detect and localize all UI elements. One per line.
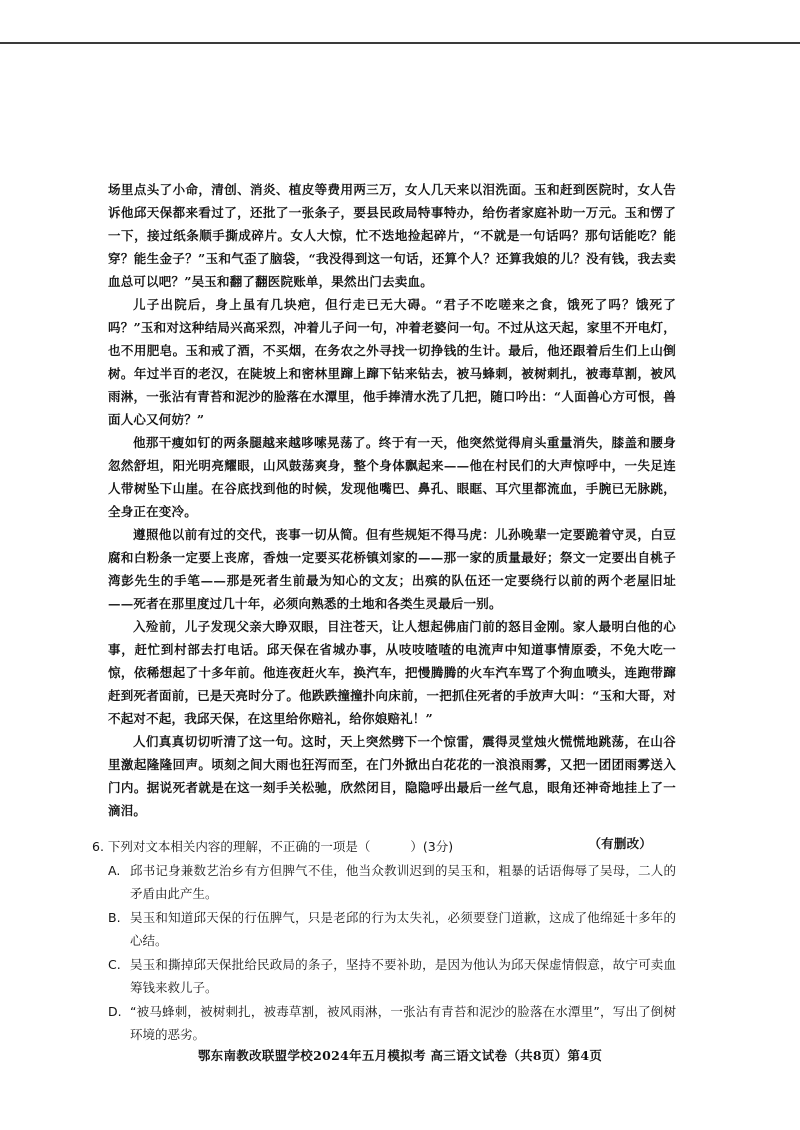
article-paragraph-2: 儿子出院后，身上虽有几块疤，但行走已无大碍。“君子不吃嗟来之食，饿死了吗？饿死了吗？”玉和对这种结局兴高采烈，冲着儿子问一句，冲着老婆问一句。不过从这天起，家里不开电灯，也不用肥皂。玉和戒了酒，不买烟，在务农之外寻找一切挣钱的生计。最后，他还跟着后生们上山倒树。年过半百的老汉，在陡坡上和密林里蹿上蹿下钻来钻去，被马蜂刺，被树刺扎，被毒草割，被风雨淋，一张沾有青苔和泥沙的脸落在水潭里，他手捧清水洗了几把，随口吟出：“人面兽心方可恨，兽面人心又何妨？”: [108, 297, 676, 427]
question-stem: [92, 836, 676, 858]
top-rule: [0, 42, 800, 44]
question-stem-text: 6. 下列对文本相关内容的理解，不正确的一项是（: [92, 839, 371, 854]
option-text: “被马蜂刺，被树刺扎，被毒草割，被风雨淋，一张沾有青苔和泥沙的脸落在水潭里”，写出了倒树环境的恶劣。: [130, 1004, 676, 1042]
option-text: 邱书记身兼数艺治乡有方但脾气不佳，他当众教训迟到的吴玉和，粗暴的话语侮辱了吴母，二人的矛盾由此产生。: [130, 863, 676, 901]
option-letter: A.: [108, 863, 121, 878]
article-paragraph-5: 入殓前，儿子发现父亲大睁双眼，目注苍天，让人想起佛庙门前的怒目金刚。家人最明白他的心事，赶忙到村部去打电话。邱天保在省城办事，从吱吱喳喳的电流声中知道事情原委，不免大吃一惊，依稀想起了十多年前。他连夜赶火车，换汽车，把慢腾腾的火车汽车骂了个狗血喷头，连跑带蹿赶到死者面前，已是天亮时分了。他跌跌撞撞扑向床前，一把抓住死者的手放声大叫：“玉和大哥，对不起对不起，我邱天保，在这里给你赔礼，给你娘赔礼！”: [108, 619, 676, 726]
option-b[interactable]: [108, 906, 676, 952]
question-6: [92, 836, 676, 1046]
question-score: ）(3分): [410, 839, 454, 854]
article-body: [108, 178, 676, 855]
article-paragraph-6: 人们真真切切听清了这一句。这时，天上突然劈下一个惊雷，震得灵堂烛火慌慌地跳荡，在山谷里激起隆隆回声。顷刻之间大雨也狂泻而至，在门外掀出白花花的一浪浪雨雾，又把一团团雨雾送入门内。据说死者就是在这一刻手关松驰，欣然闭目，隐隐呼出最后一丝气息，眼角还神奇地挂上了一滴泪。: [108, 734, 676, 818]
option-letter: C.: [108, 957, 121, 972]
option-d[interactable]: [108, 1000, 676, 1046]
option-text: 吴玉和撕掉邱天保批给民政局的条子，坚持不要补助，是因为他认为邱天保虚情假意，故宁可卖血筹钱来救儿子。: [130, 957, 676, 995]
article-paragraph-3: 他那干瘦如钉的两条腿越来越哆嗦晃荡了。终于有一天，他突然觉得肩头重量消失，膝盖和腰身忽然舒坦，阳光明亮耀眼，山风鼓荡爽身，整个身体飘起来——他在村民们的大声惊呼中，一失足连人带树坠下山崖。在谷底找到他的时候，发现他嘴巴、鼻孔、眼眶、耳穴里都流血，手腕已无脉跳，全身正在变冷。: [108, 435, 676, 519]
article-paragraph-4: 遵照他以前有过的交代，丧事一切从简。但有些规矩不得马虎：儿孙晚辈一定要跪着守灵，白豆腐和白粉条一定要上丧席，香烛一定要买花桥镇刘家的——那一家的质量最好；祭文一定要出自桃子湾彭先生的手笔——那是死者生前最为知心的文友；出殡的队伍还一定要绕行以前的两个老屋旧址——死者在那里度过几十年，必须向熟悉的土地和各类生灵最后一别。: [108, 527, 676, 611]
option-a[interactable]: [108, 859, 676, 905]
option-text: 吴玉和知道邱天保的行伍脾气，只是老邱的行为太失礼，必须要登门道歉，这成了他绵延十多年的心结。: [130, 910, 676, 948]
source-note: （有删改）: [588, 836, 652, 851]
option-letter: D.: [108, 1004, 122, 1019]
page-footer: 鄂东南教改联盟学校2024年五月模拟考 高三语文试卷（共8页）第4页: [197, 1048, 603, 1063]
article-paragraph-1: 场里点头了小命，清创、消炎、植皮等费用两三万，女人几天来以泪洗面。玉和赶到医院时，女人告诉他邱天保都来看过了，还批了一张条子，要县民政局特事特办，给伤者家庭补助一万元。玉和愣了一下，接过纸条顺手撕成碎片。女人大惊，忙不迭地捡起碎片，“不就是一句话吗？那句话能吃？能穿？能生金子？”玉和气歪了脑袋，“我没得到这一句话，还算个人？还算我娘的儿？没有钱，我去卖血总可以吧？”吴玉和翻了翻医院账单，果然出门去卖血。: [108, 182, 676, 289]
option-letter: B.: [108, 910, 121, 925]
option-c[interactable]: [108, 953, 676, 999]
